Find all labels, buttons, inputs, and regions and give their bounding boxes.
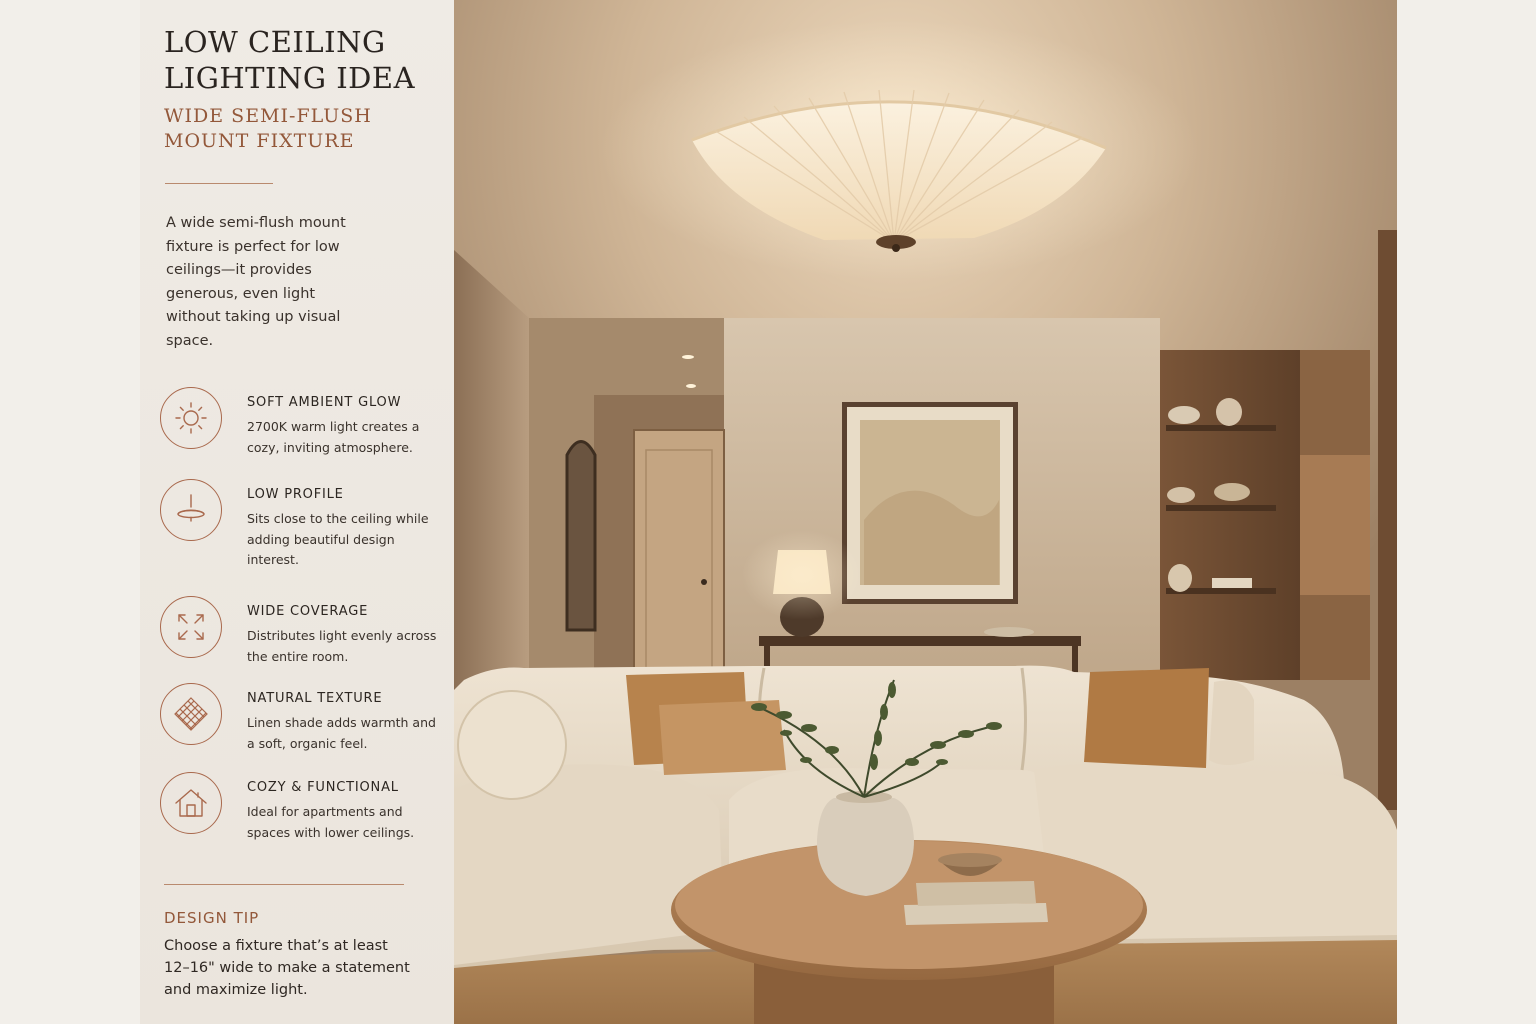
divider-bottom — [164, 884, 404, 885]
intro-text: A wide semi-flush mount fixture is perfect for low ceilings—it provides generous, even light without taking up visual space. — [166, 215, 346, 349]
living-room-photo — [454, 0, 1397, 1024]
info-panel — [140, 0, 454, 1024]
divider-top — [165, 183, 273, 184]
feature-description: Linen shade adds warmth and a soft, organic feel. — [247, 715, 436, 751]
feature-description: Distributes light evenly across the entire room. — [247, 628, 437, 664]
feature-title: NATURAL TEXTURE — [247, 691, 383, 706]
feature-description: Sits close to the ceiling while adding beautiful design interest. — [247, 511, 429, 567]
ceiling-fixture-icon — [160, 479, 222, 541]
sun-icon — [160, 387, 222, 449]
page-title: LOW CEILING LIGHTING IDEA — [164, 25, 416, 95]
feature-description: 2700K warm light creates a cozy, inviting atmosphere. — [247, 419, 420, 455]
feature-title: SOFT AMBIENT GLOW — [247, 395, 402, 410]
design-tip-text: Choose a fixture that’s at least 12–16" wide to make a statement and maximize light. — [164, 938, 410, 998]
feature-title: LOW PROFILE — [247, 487, 344, 502]
expand-arrows-icon — [160, 596, 222, 658]
feature-title: COZY & FUNCTIONAL — [247, 780, 399, 795]
design-tip-label: DESIGN TIP — [164, 909, 260, 927]
woven-texture-icon — [160, 683, 222, 745]
page-subtitle: WIDE SEMI-FLUSH MOUNT FIXTURE — [164, 105, 372, 152]
house-icon — [160, 772, 222, 834]
feature-title: WIDE COVERAGE — [247, 604, 369, 619]
feature-description: Ideal for apartments and spaces with lower ceilings. — [247, 804, 415, 840]
